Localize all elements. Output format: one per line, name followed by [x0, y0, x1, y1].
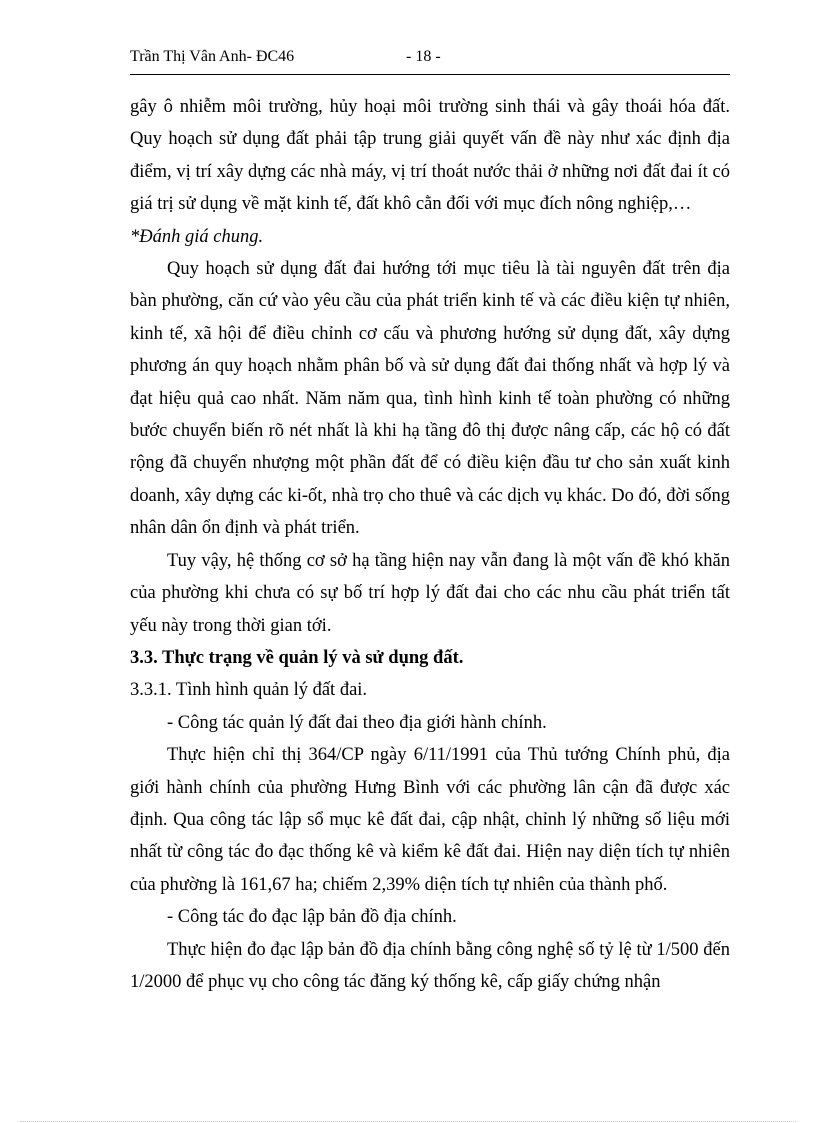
document-body: [130, 91, 730, 998]
subsection-heading-3-3-1: 3.3.1. Tình hình quản lý đất đai.: [130, 680, 368, 701]
paragraph-directive-364: Thực hiện chỉ thị 364/CP ngày 6/11/1991 của Thủ tướng Chính phủ, địa giới hành chính của phường Hưng Bình với các phường lân cận đã được xác định. Qua công tác lập sổ mục kê đất đai, cập nhật, chỉnh lý những số liệu mới nhất từ công tác đo đạc thống kê và kiểm kê đất đai. Hiện nay diện tích tự nhiên của phường là 161,67 ha; chiếm 2,39% diện tích tự nhiên của thành phố.: [130, 745, 730, 895]
list-item-cadastral-mapping: - Công tác đo đạc lập bản đồ địa chính.: [167, 907, 457, 928]
page-bottom-border: [20, 1121, 796, 1122]
paragraph-land-planning: Quy hoạch sử dụng đất đai hướng tới mục tiêu là tài nguyên đất trên địa bàn phường, căn cứ vào yêu cầu của phát triển kinh tế và các điều kiện tự nhiên, kinh tế, xã hội để điều chỉnh cơ cấu và phương hướng sử dụng đất, xây dựng phương án quy hoạch nhằm phân bố và sử dụng đất đai thống nhất và hợp lý và đạt hiệu quả cao nhất. Năm năm qua, tình hình kinh tế toàn phường có những bước chuyển biến rõ nét nhất là khi hạ tầng đô thị được nâng cấp, các hộ có đất rộng đã chuyển nhượng một phần đất để có điều kiện đầu tư cho sản xuất kinh doanh, xây dựng các ki-ốt, nhà trọ cho thuê và các dịch vụ khác. Do đó, đời sống nhân dân ổn định và phát triển.: [130, 259, 730, 539]
header-divider: [130, 74, 730, 75]
list-item-boundary-management: - Công tác quản lý đất đai theo địa giới hành chính.: [167, 712, 547, 733]
paragraph-survey-mapping: Thực hiện đo đạc lập bản đồ địa chính bằng công nghệ số tỷ lệ từ 1/500 đến 1/2000 để phục vụ cho công tác đăng ký thống kê, cấp giấy chứng nhận: [130, 939, 730, 992]
page-header: [130, 48, 730, 72]
general-assessment-label: *Đánh giá chung.: [130, 226, 264, 247]
section-heading-3-3: 3.3. Thực trạng về quản lý và sử dụng đất.: [130, 647, 464, 668]
header-author: Trần Thị Vân Anh- ĐC46: [130, 48, 295, 65]
page-number: - 18 -: [406, 48, 441, 65]
paragraph-continuation: gây ô nhiễm môi trường, hủy hoại môi trường sinh thái và gây thoái hóa đất. Quy hoạch sử dụng đất phải tập trung giải quyết vấn đề này như xác định địa điểm, vị trí xây dựng các nhà máy, vị trí thoát nước thải ở những nơi đất đai ít có giá trị sử dụng về mặt kinh tế, đất khô cằn đối với mục đích nông nghiệp,…: [130, 97, 730, 215]
paragraph-infrastructure: Tuy vậy, hệ thống cơ sở hạ tầng hiện nay vẫn đang là một vấn đề khó khăn của phường khi chưa có sự bố trí hợp lý đất đai cho các nhu cầu phát triển tất yếu này trong thời gian tới.: [130, 550, 730, 636]
